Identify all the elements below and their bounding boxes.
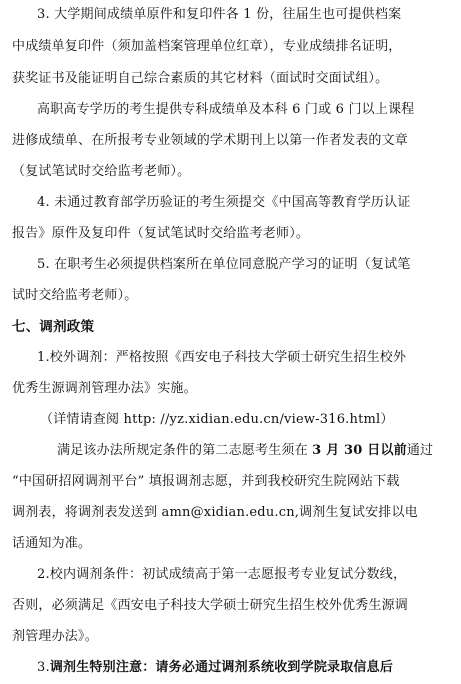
p2-line-2: “中国研招网调剂平台” 填报调剂志愿，并到我校研究生院网站下载 — [12, 474, 400, 489]
item4-line-2: 报告》原件及复印件（复试笔试时交给监考老师）。 — [12, 226, 310, 241]
p2-line-1-post: 通过 — [406, 443, 434, 458]
p1-line-1: 1.校外调剂：严格按照《西安电子科技大学硕士研究生招生校外 — [37, 350, 407, 365]
p3-line-3: 剂管理办法》。 — [12, 629, 98, 644]
deadline-date: 3 月 30 日以前 — [312, 443, 407, 458]
item5-line-2: 试时交给监考老师）。 — [12, 288, 138, 303]
item3-line-1: 3. 大学期间成绩单原件和复印件各 1 份，往届生也可提供档案 — [37, 7, 402, 22]
gaozhi-line-3: （复试笔试时交给监考老师）。 — [12, 164, 191, 179]
p2-line-3: 调剂表，将调剂表发送到 amn@xidian.edu.cn,调剂生复试安排以电 — [12, 505, 418, 520]
p1-url-line: （详情请查阅 http: //yz.xidian.edu.cn/view-316.html） — [40, 412, 394, 427]
gaozhi-line-2: 进修成绩单、在所报考专业领域的学术期刊上以第一作者发表的文章 — [12, 133, 409, 148]
p2-line-4: 话通知为准。 — [12, 536, 92, 551]
item3-line-3: 获奖证书及能证明自己综合素质的其它材料（面试时交面试组）。 — [12, 71, 389, 86]
p1-line-2: 优秀生源调剂管理办法》实施。 — [12, 381, 197, 396]
gaozhi-line-1: 高职高专学历的考生提供专科成绩单及本科 6 门或 6 门以上课程 — [37, 102, 415, 117]
p2-line-1-pre: 满足该办法所规定条件的第二志愿考生须在 — [57, 443, 313, 458]
p2-line-1 — [57, 442, 461, 460]
p4-number: 3. — [37, 660, 50, 675]
item5-line-1: 5. 在职考生必须提供档案所在单位同意脱产学习的证明（复试笔 — [37, 257, 411, 272]
special-notice: 调剂生特别注意：请务必通过调剂系统收到学院录取信息后 — [49, 660, 394, 675]
item4-line-1: 4. 未通过教育部学历验证的考生须提交《中国高等教育学历认证 — [37, 195, 411, 210]
p4-line-1 — [37, 659, 461, 677]
item3-line-2: 中成绩单复印件（须加盖档案管理单位红章），专业成绩排名证明， — [12, 39, 402, 54]
p3-line-2: 否则，必须满足《西安电子科技大学硕士研究生招生校外优秀生源调 — [12, 598, 409, 613]
p3-line-1: 2.校内调剂条件：初试成绩高于第一志愿报考专业复试分数线， — [37, 567, 407, 582]
section-7-heading: 七、调剂政策 — [12, 319, 95, 335]
